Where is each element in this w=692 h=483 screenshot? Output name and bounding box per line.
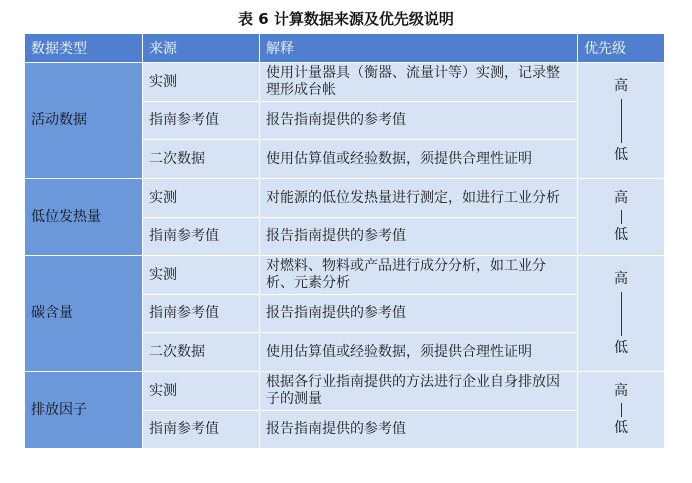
source-cell: 实测 [143,372,260,411]
priority-cell [578,372,665,449]
priority-low: 低 [614,339,628,356]
header-source: 来源 [143,34,260,63]
source-cell: 指南参考值 [143,102,260,140]
description-cell: 使用估算值或经验数据，须提供合理性证明 [260,333,578,372]
type-cell: 排放因子 [25,372,143,449]
priority-cell [578,63,665,179]
source-cell: 二次数据 [143,140,260,179]
priority-low: 低 [614,420,628,436]
description-cell: 报告指南提供的参考值 [260,218,578,256]
priority-high: 高 [614,190,628,206]
type-cell: 碳含量 [25,256,143,372]
priority-low: 低 [614,227,628,243]
description-cell: 报告指南提供的参考值 [260,295,578,333]
description-cell: 使用计量器具（衡器、流量计等）实测，记录整理形成台帐 [260,63,578,102]
priority-arrow-line [621,403,622,417]
description-cell: 对燃料、物料或产品进行成分分析，如工业分析、元素分析 [260,256,578,295]
priority-arrow-line [621,292,622,336]
header-row [25,34,665,63]
description-cell: 根据各行业指南提供的方法进行企业自身排放因子的测量 [260,372,578,411]
type-cell: 活动数据 [25,63,143,179]
table-row [25,179,665,218]
source-cell: 指南参考值 [143,411,260,449]
priority-low: 低 [614,146,628,163]
header-priority: 优先级 [578,34,665,63]
source-cell: 指南参考值 [143,218,260,256]
header-description: 解释 [260,34,578,63]
description-cell: 报告指南提供的参考值 [260,102,578,140]
type-cell: 低位发热量 [25,179,143,256]
data-source-priority-table [24,33,665,449]
description-cell: 对能源的低位发热量进行测定，如进行工业分析 [260,179,578,218]
description-cell: 报告指南提供的参考值 [260,411,578,449]
table-row [25,372,665,411]
priority-cell [578,256,665,372]
source-cell: 实测 [143,256,260,295]
priority-high: 高 [614,77,628,94]
source-cell: 二次数据 [143,333,260,372]
priority-high: 高 [614,270,628,287]
priority-high: 高 [614,383,628,399]
priority-arrow-line [621,210,622,224]
header-type: 数据类型 [25,34,143,63]
priority-cell [578,179,665,256]
source-cell: 实测 [143,179,260,218]
table-row [25,63,665,102]
table-caption: 表 6 计算数据来源及优先级说明 [238,10,454,28]
source-cell: 实测 [143,63,260,102]
source-cell: 指南参考值 [143,295,260,333]
table-row [25,256,665,295]
priority-arrow-line [621,99,622,143]
description-cell: 使用估算值或经验数据，须提供合理性证明 [260,140,578,179]
